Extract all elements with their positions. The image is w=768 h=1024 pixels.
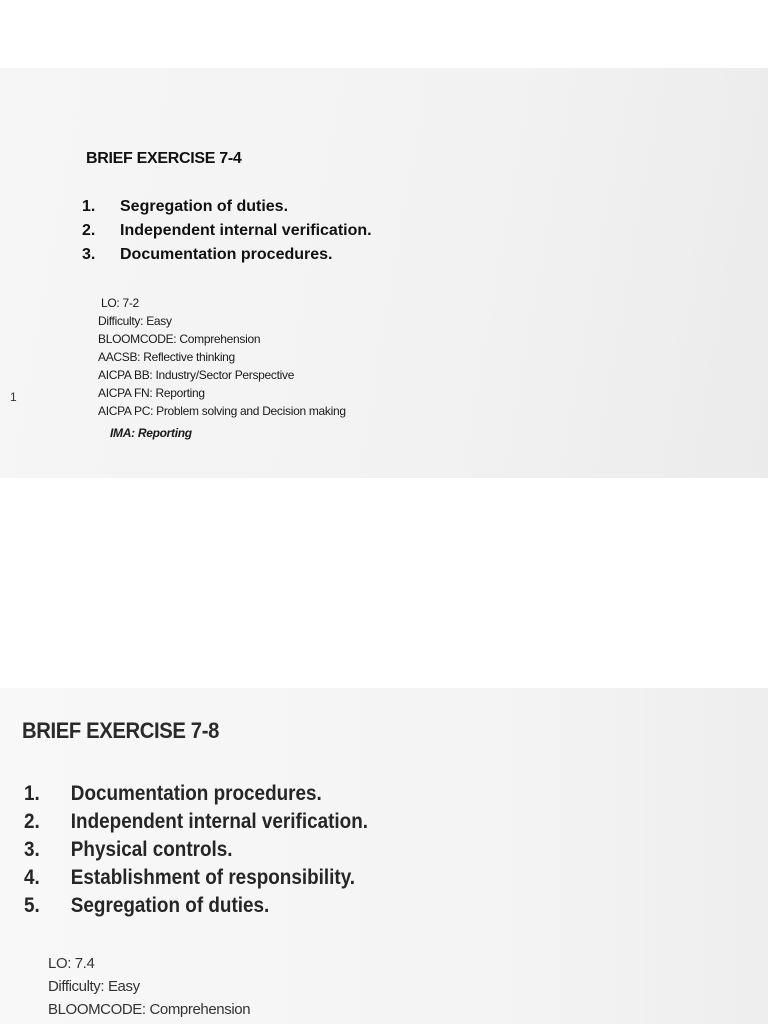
bloomcode-label: BLOOMCODE: Comprehension [48, 1001, 251, 1018]
aicpa-pc-label: AICPA PC: Problem solving and Decision making [98, 404, 346, 418]
list-item: 1. Segregation of duties. [82, 198, 289, 215]
margin-mark: 1 [10, 390, 17, 404]
list-item: 2. Independent internal verification. [82, 222, 372, 239]
ima-label: IMA: Reporting [110, 426, 192, 440]
aicpa-fn-label: AICPA FN: Reporting [98, 386, 205, 400]
exercise-7-8-title: BRIEF EXERCISE 7-8 [22, 718, 219, 743]
list-item: 3. Physical controls. [24, 838, 233, 861]
gap-margin [0, 478, 768, 688]
exercise-7-4-answer-list [82, 198, 372, 270]
aicpa-bb-label: AICPA BB: Industry/Sector Perspective [98, 368, 295, 382]
exercise-7-4-title: BRIEF EXERCISE 7-4 [86, 150, 242, 167]
exercise-7-4-metadata [98, 294, 346, 442]
difficulty-label: Difficulty: Easy [98, 314, 172, 328]
aacsb-label: AACSB: Reflective thinking [98, 350, 235, 364]
bloomcode-label: BLOOMCODE: Comprehension [98, 332, 261, 346]
top-margin [0, 0, 768, 68]
list-item: 3. Documentation procedures. [82, 246, 333, 263]
learning-objective: LO: 7.4 [48, 955, 95, 972]
list-item: 5. Segregation of duties. [24, 894, 270, 917]
learning-objective: LO: 7-2 [101, 296, 139, 310]
list-item: 1. Documentation procedures. [24, 782, 322, 805]
list-item: 4. Establishment of responsibility. [24, 866, 356, 889]
exercise-7-8-metadata [48, 952, 250, 1021]
list-item: 2. Independent internal verification. [24, 810, 368, 833]
exercise-7-8-answer-list [24, 782, 406, 922]
difficulty-label: Difficulty: Easy [48, 978, 140, 995]
